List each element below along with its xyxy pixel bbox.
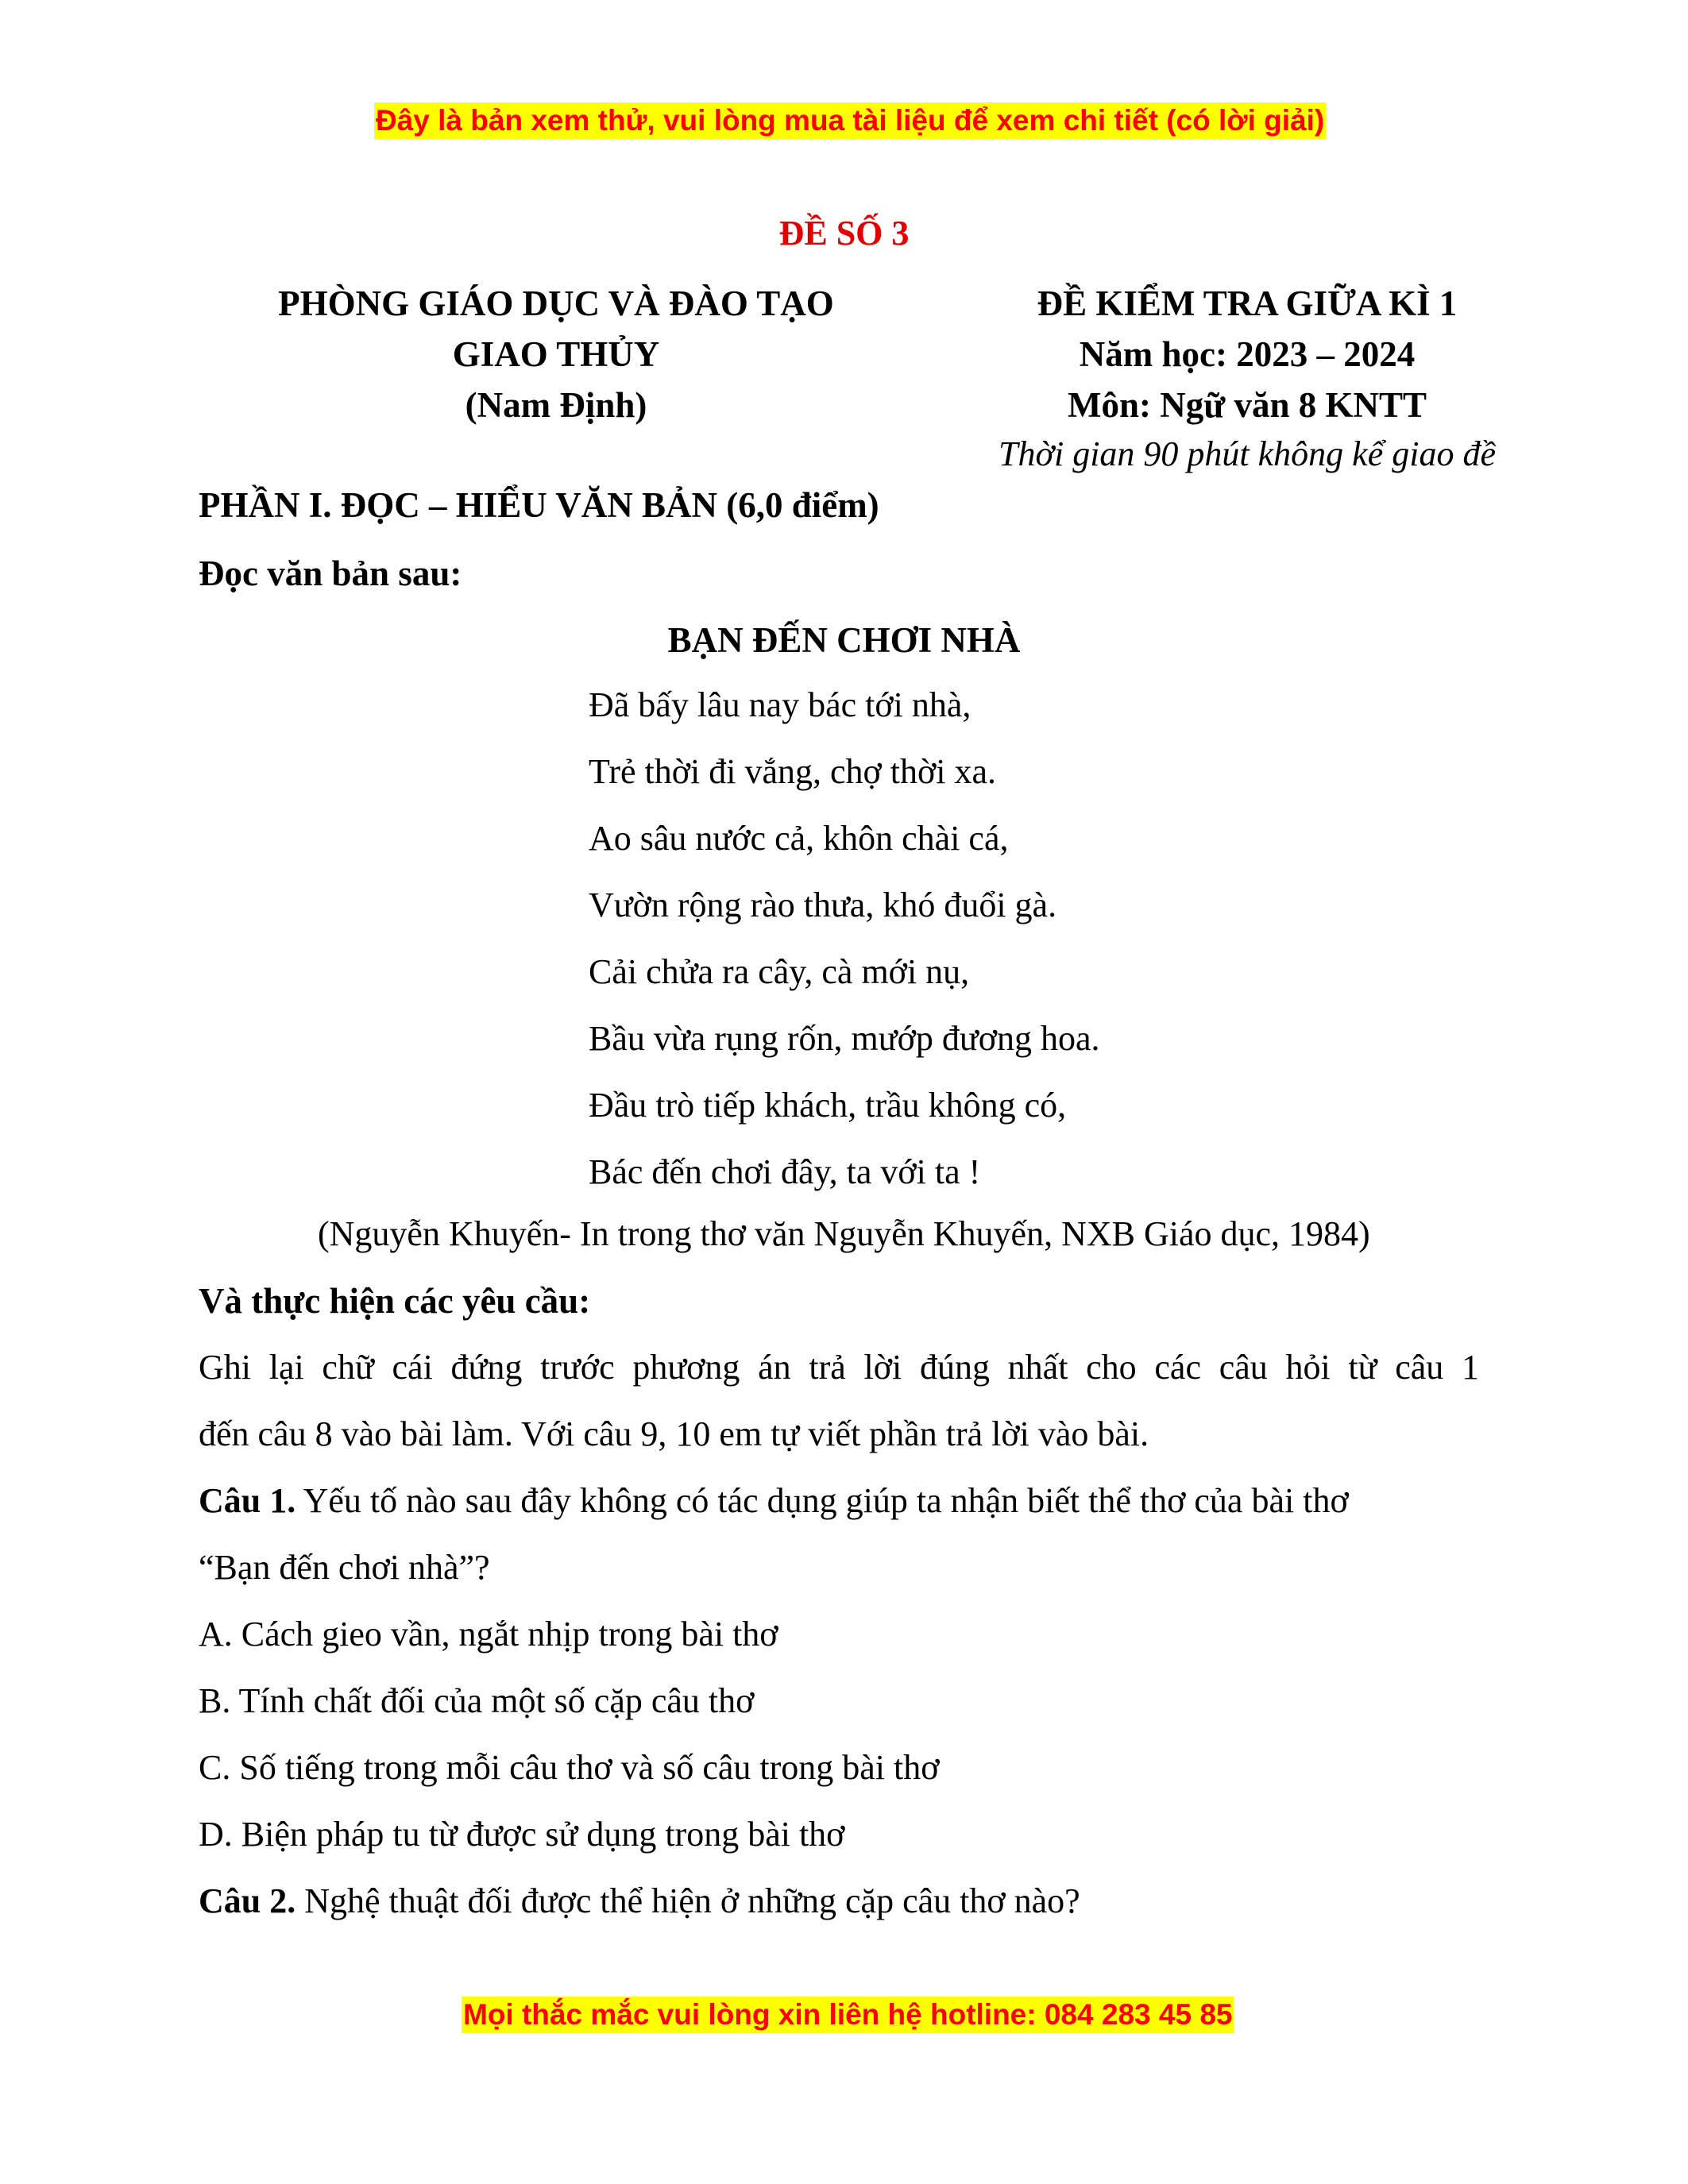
poem-line: Đầu trò tiếp khách, trầu không có, xyxy=(589,1086,1067,1125)
poem-line: Ao sâu nước cả, khôn chài cá, xyxy=(589,819,1009,858)
poem-body xyxy=(589,672,1100,1206)
exam-title: ĐỀ KIỂM TRA GIỮA KÌ 1 xyxy=(1037,284,1458,323)
header-left xyxy=(199,278,914,430)
poem-line: Cải chửa ra cây, cà mới nụ, xyxy=(589,952,970,991)
poem-title: BẠN ĐẾN CHƠI NHÀ xyxy=(667,620,1021,660)
question-1 xyxy=(199,1468,1349,1534)
subject-name: Môn: Ngữ văn 8 KNTT xyxy=(1067,385,1427,425)
poem-line: Vườn rộng rào thưa, khó đuổi gà. xyxy=(589,886,1057,924)
section-title: PHẦN I. ĐỌC – HIỂU VĂN BẢN (6,0 điểm) xyxy=(199,485,879,525)
poem-source: (Nguyễn Khuyến- In trong thơ văn Nguyễn Khuyến, NXB Giáo dục, 1984) xyxy=(318,1214,1370,1253)
question-2-label: Câu 2. xyxy=(199,1881,296,1920)
question-1-text: Yếu tố nào sau đây không có tác dụng giúp ta nhận biết thể thơ của bài thơ xyxy=(295,1481,1349,1520)
question-1-option-d: D. Biện pháp tu từ được sử dụng trong bài thơ xyxy=(199,1815,845,1854)
school-office-name: PHÒNG GIÁO DỤC VÀ ĐÀO TẠO xyxy=(278,284,834,323)
question-1-text-cont: “Bạn đến chơi nhà”? xyxy=(199,1548,490,1587)
read-prompt: Đọc văn bản sau: xyxy=(199,554,462,593)
district-name: GIAO THỦY xyxy=(452,334,660,374)
poem-line: Đã bấy lâu nay bác tới nhà, xyxy=(589,685,971,724)
preview-banner: Đây là bản xem thử, vui lòng mua tài liệu để xem chi tiết (có lời giải) xyxy=(374,102,1326,139)
exam-time-note: Thời gian 90 phút không kể giao đề xyxy=(999,434,1496,473)
poem-line: Bác đến chơi đây, ta với ta ! xyxy=(589,1152,981,1191)
header-right xyxy=(914,278,1581,430)
question-2 xyxy=(199,1868,1080,1935)
question-2-text: Nghệ thuật đối được thể hiện ở những cặp câu thơ nào? xyxy=(295,1881,1080,1920)
question-1-option-c: C. Số tiếng trong mỗi câu thơ và số câu trong bài thơ xyxy=(199,1748,940,1787)
poem-line: Trẻ thời đi vắng, chợ thời xa. xyxy=(589,752,997,791)
poem-line: Bầu vừa rụng rốn, mướp đương hoa. xyxy=(589,1019,1100,1058)
question-1-option-b: B. Tính chất đối của một số cặp câu thơ xyxy=(199,1681,755,1720)
school-year: Năm học: 2023 – 2024 xyxy=(1079,334,1416,374)
question-1-label: Câu 1. xyxy=(199,1481,296,1520)
exam-number-title: ĐỀ SỐ 3 xyxy=(778,214,910,253)
hotline-banner: Mọi thắc mắc vui lòng xin liên hệ hotline: 084 283 45 85 xyxy=(462,1997,1234,2033)
instructions-line-1: Ghi lại chữ cái đứng trước phương án trả lời đúng nhất cho các câu hỏi từ câu 1 xyxy=(199,1348,1479,1387)
question-1-option-a: A. Cách gieo vần, ngắt nhịp trong bài thơ xyxy=(199,1615,778,1653)
requirements-title: Và thực hiện các yêu cầu: xyxy=(199,1281,591,1321)
instructions-line-2: đến câu 8 vào bài làm. Với câu 9, 10 em tự viết phần trả lời vào bài. xyxy=(199,1414,1149,1453)
province-name: (Nam Định) xyxy=(465,385,647,425)
